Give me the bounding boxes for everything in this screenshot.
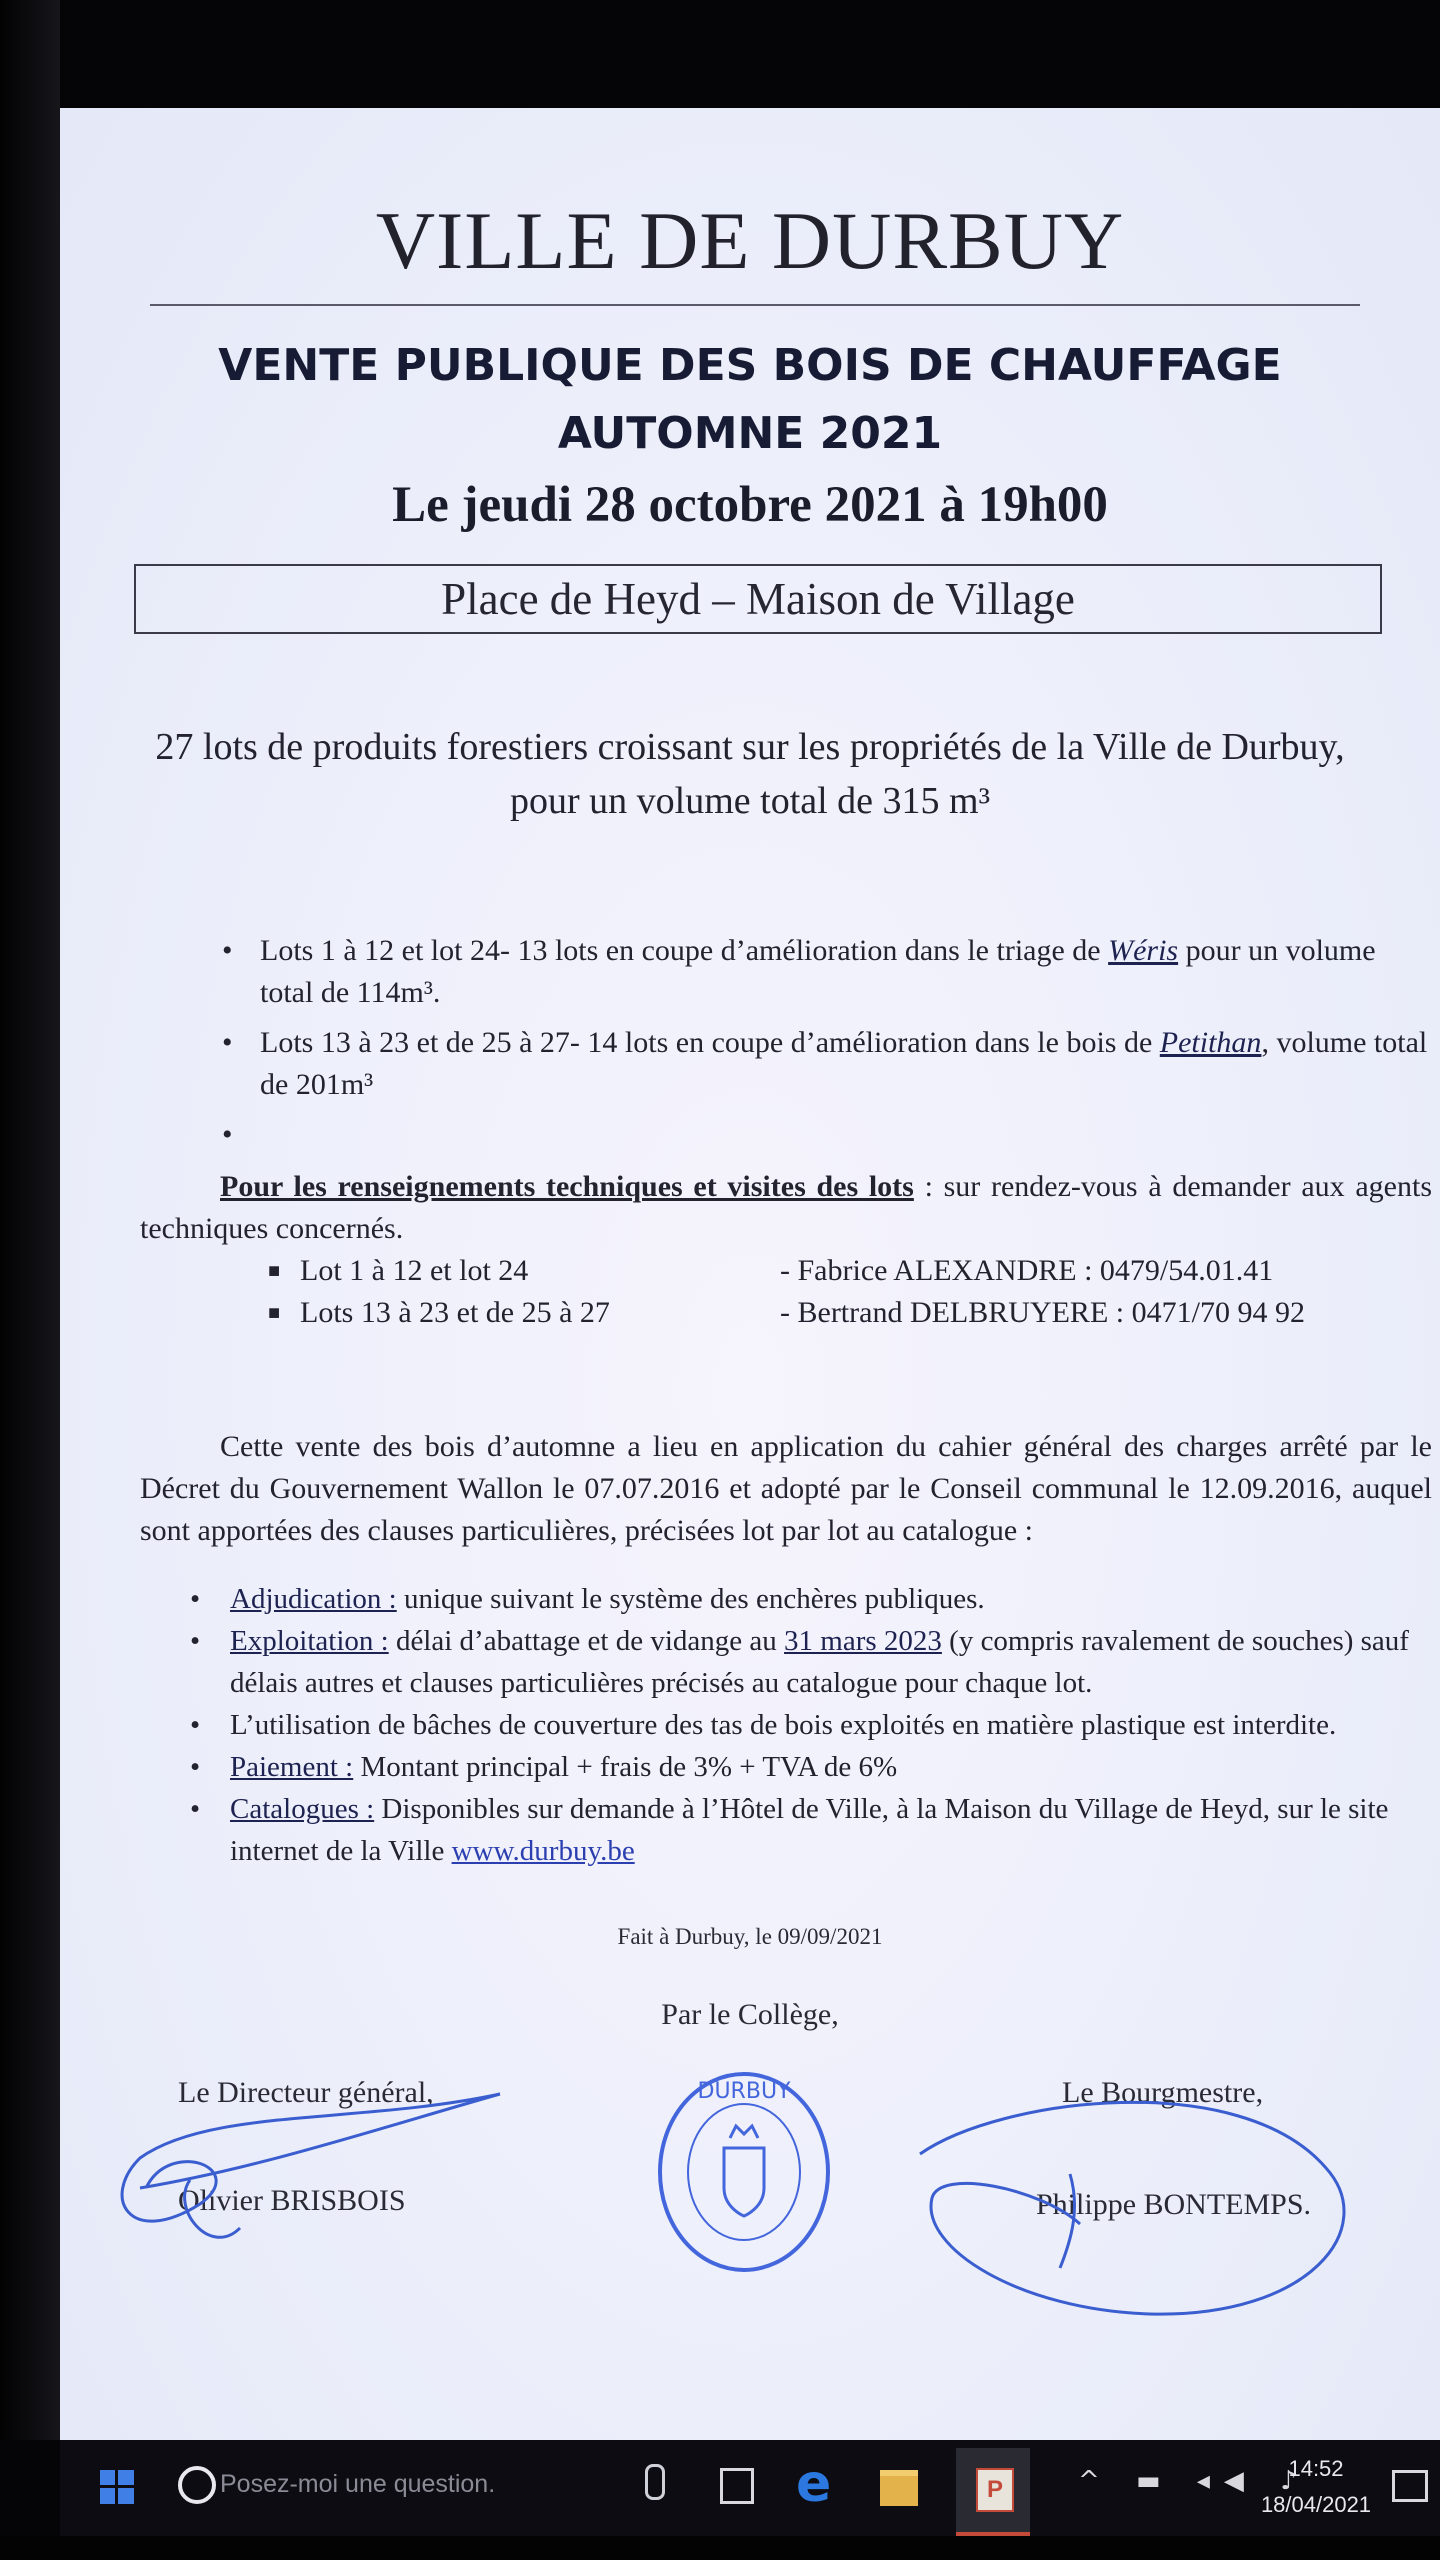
edge-icon[interactable]: e (796, 2454, 832, 2514)
search-input[interactable]: Posez-moi une question. (220, 2470, 496, 2498)
file-explorer-icon[interactable] (880, 2470, 918, 2506)
mayor-name: Philippe BONTEMPS. (1036, 2188, 1312, 2221)
list-item: • Exploitation : délai d’abattage et de vidange au 31 mars 2023 (y compris ravalement de souches) sauf délais autres et clauses particulières précisés au catalogue pour chaque lot. (230, 1620, 1430, 1704)
svg-text:DURBUY: DURBUY (697, 2079, 791, 2104)
title-divider (150, 304, 1360, 306)
monitor-bezel (0, 2536, 1440, 2560)
contact-row: ■ Lot 1 à 12 et lot 24 - Fabrice ALEXANDRE : 0479/54.01.41 (268, 1254, 1274, 1287)
cortana-icon[interactable] (178, 2466, 216, 2504)
list-item (260, 1114, 1430, 1156)
system-tray-icons[interactable]: ^ ▬ ◂◀ ♪ (1078, 2466, 1311, 2496)
sale-date: Le jeudi 28 octobre 2021 à 19h00 (392, 477, 1108, 533)
contact-row: ■ Lots 13 à 23 et de 25 à 27 - Bertrand DELBRUYERE : 0471/70 94 92 (268, 1296, 1305, 1329)
clock-date[interactable]: 18/04/2021 (1260, 2492, 1372, 2517)
sale-heading: VENTE PUBLIQUE DES BOIS DE CHAUFFAGE (218, 340, 1282, 391)
director-title: Le Directeur général, (178, 2076, 434, 2109)
notification-icon[interactable] (1392, 2470, 1428, 2502)
task-view-icon[interactable] (720, 2468, 754, 2504)
lots-list (260, 930, 1430, 1164)
season-heading: AUTOMNE 2021 (557, 408, 943, 459)
powerpoint-icon: P (976, 2468, 1014, 2512)
windows-start-icon[interactable] (100, 2470, 134, 2504)
college-line: Par le Collège, (661, 1998, 839, 2031)
list-item: • L’utilisation de bâches de couverture des tas de bois exploités en matière plastique est interdite. (230, 1704, 1430, 1746)
intro-text (120, 720, 1380, 828)
sale-location: Place de Heyd – Maison de Village (134, 564, 1382, 634)
legal-paragraph: Cette vente des bois d’automne a lieu en application du cahier général des charges arrêté par le Décret du Gouvernement Wallon le 07.07.2016 et adopté par le Conseil communal le 12.09.2016, auquel sont apportées des clauses particulières, précisées lot par lot au catalogue : (140, 1430, 1432, 1547)
intro-line: 27 lots de produits forestiers croissant sur les propriétés de la Ville de Durbuy, (155, 726, 1345, 768)
list-item: • Paiement : Montant principal + frais de 3% + TVA de 6% (230, 1746, 1430, 1788)
page-title: VILLE DE DURBUY (375, 195, 1125, 286)
commune-seal (660, 2074, 828, 2270)
clock-time[interactable]: 14:52 (1288, 2456, 1344, 2481)
terms-list (230, 1578, 1430, 1872)
powerpoint-taskbar-button[interactable] (956, 2448, 1030, 2536)
place-name: Wéris (1108, 934, 1179, 967)
signing-place-date: Fait à Durbuy, le 09/09/2021 (617, 1924, 883, 1949)
microphone-icon[interactable] (645, 2464, 665, 2500)
document-screen (60, 108, 1440, 2440)
list-item: • Adjudication : unique suivant le système des enchères publiques. (230, 1578, 1430, 1620)
monitor-bezel (0, 0, 60, 2440)
info-heading: Pour les renseignements techniques et visites des lots (220, 1170, 914, 1203)
windows-taskbar (60, 2440, 1440, 2536)
website-link[interactable]: www.durbuy.be (451, 1835, 635, 1867)
list-item: • Catalogues : Disponibles sur demande à l’Hôtel de Ville, à la Maison du Village de Heyd, sur le site internet de la Ville www.durbuy.be (230, 1788, 1430, 1872)
director-name: Olivier BRISBOIS (178, 2184, 406, 2217)
intro-line: pour un volume total de 315 m³ (510, 780, 990, 822)
place-name: Petithan (1159, 1026, 1262, 1059)
info-paragraph: Pour les renseignements techniques et visites des lots : sur rendez-vous à demander aux agents techniques concernés. (140, 1170, 1432, 1245)
contacts-list (268, 1250, 1400, 1334)
list-item: • Lots 13 à 23 et de 25 à 27- 14 lots en coupe d’amélioration dans le bois de Petithan, volume total de 201m³ (260, 1022, 1430, 1106)
list-item: • Lots 1 à 12 et lot 24- 13 lots en coupe d’amélioration dans le triage de Wéris pour un volume total de 114m³. (260, 930, 1430, 1014)
mayor-title: Le Bourgmestre, (1062, 2076, 1264, 2109)
